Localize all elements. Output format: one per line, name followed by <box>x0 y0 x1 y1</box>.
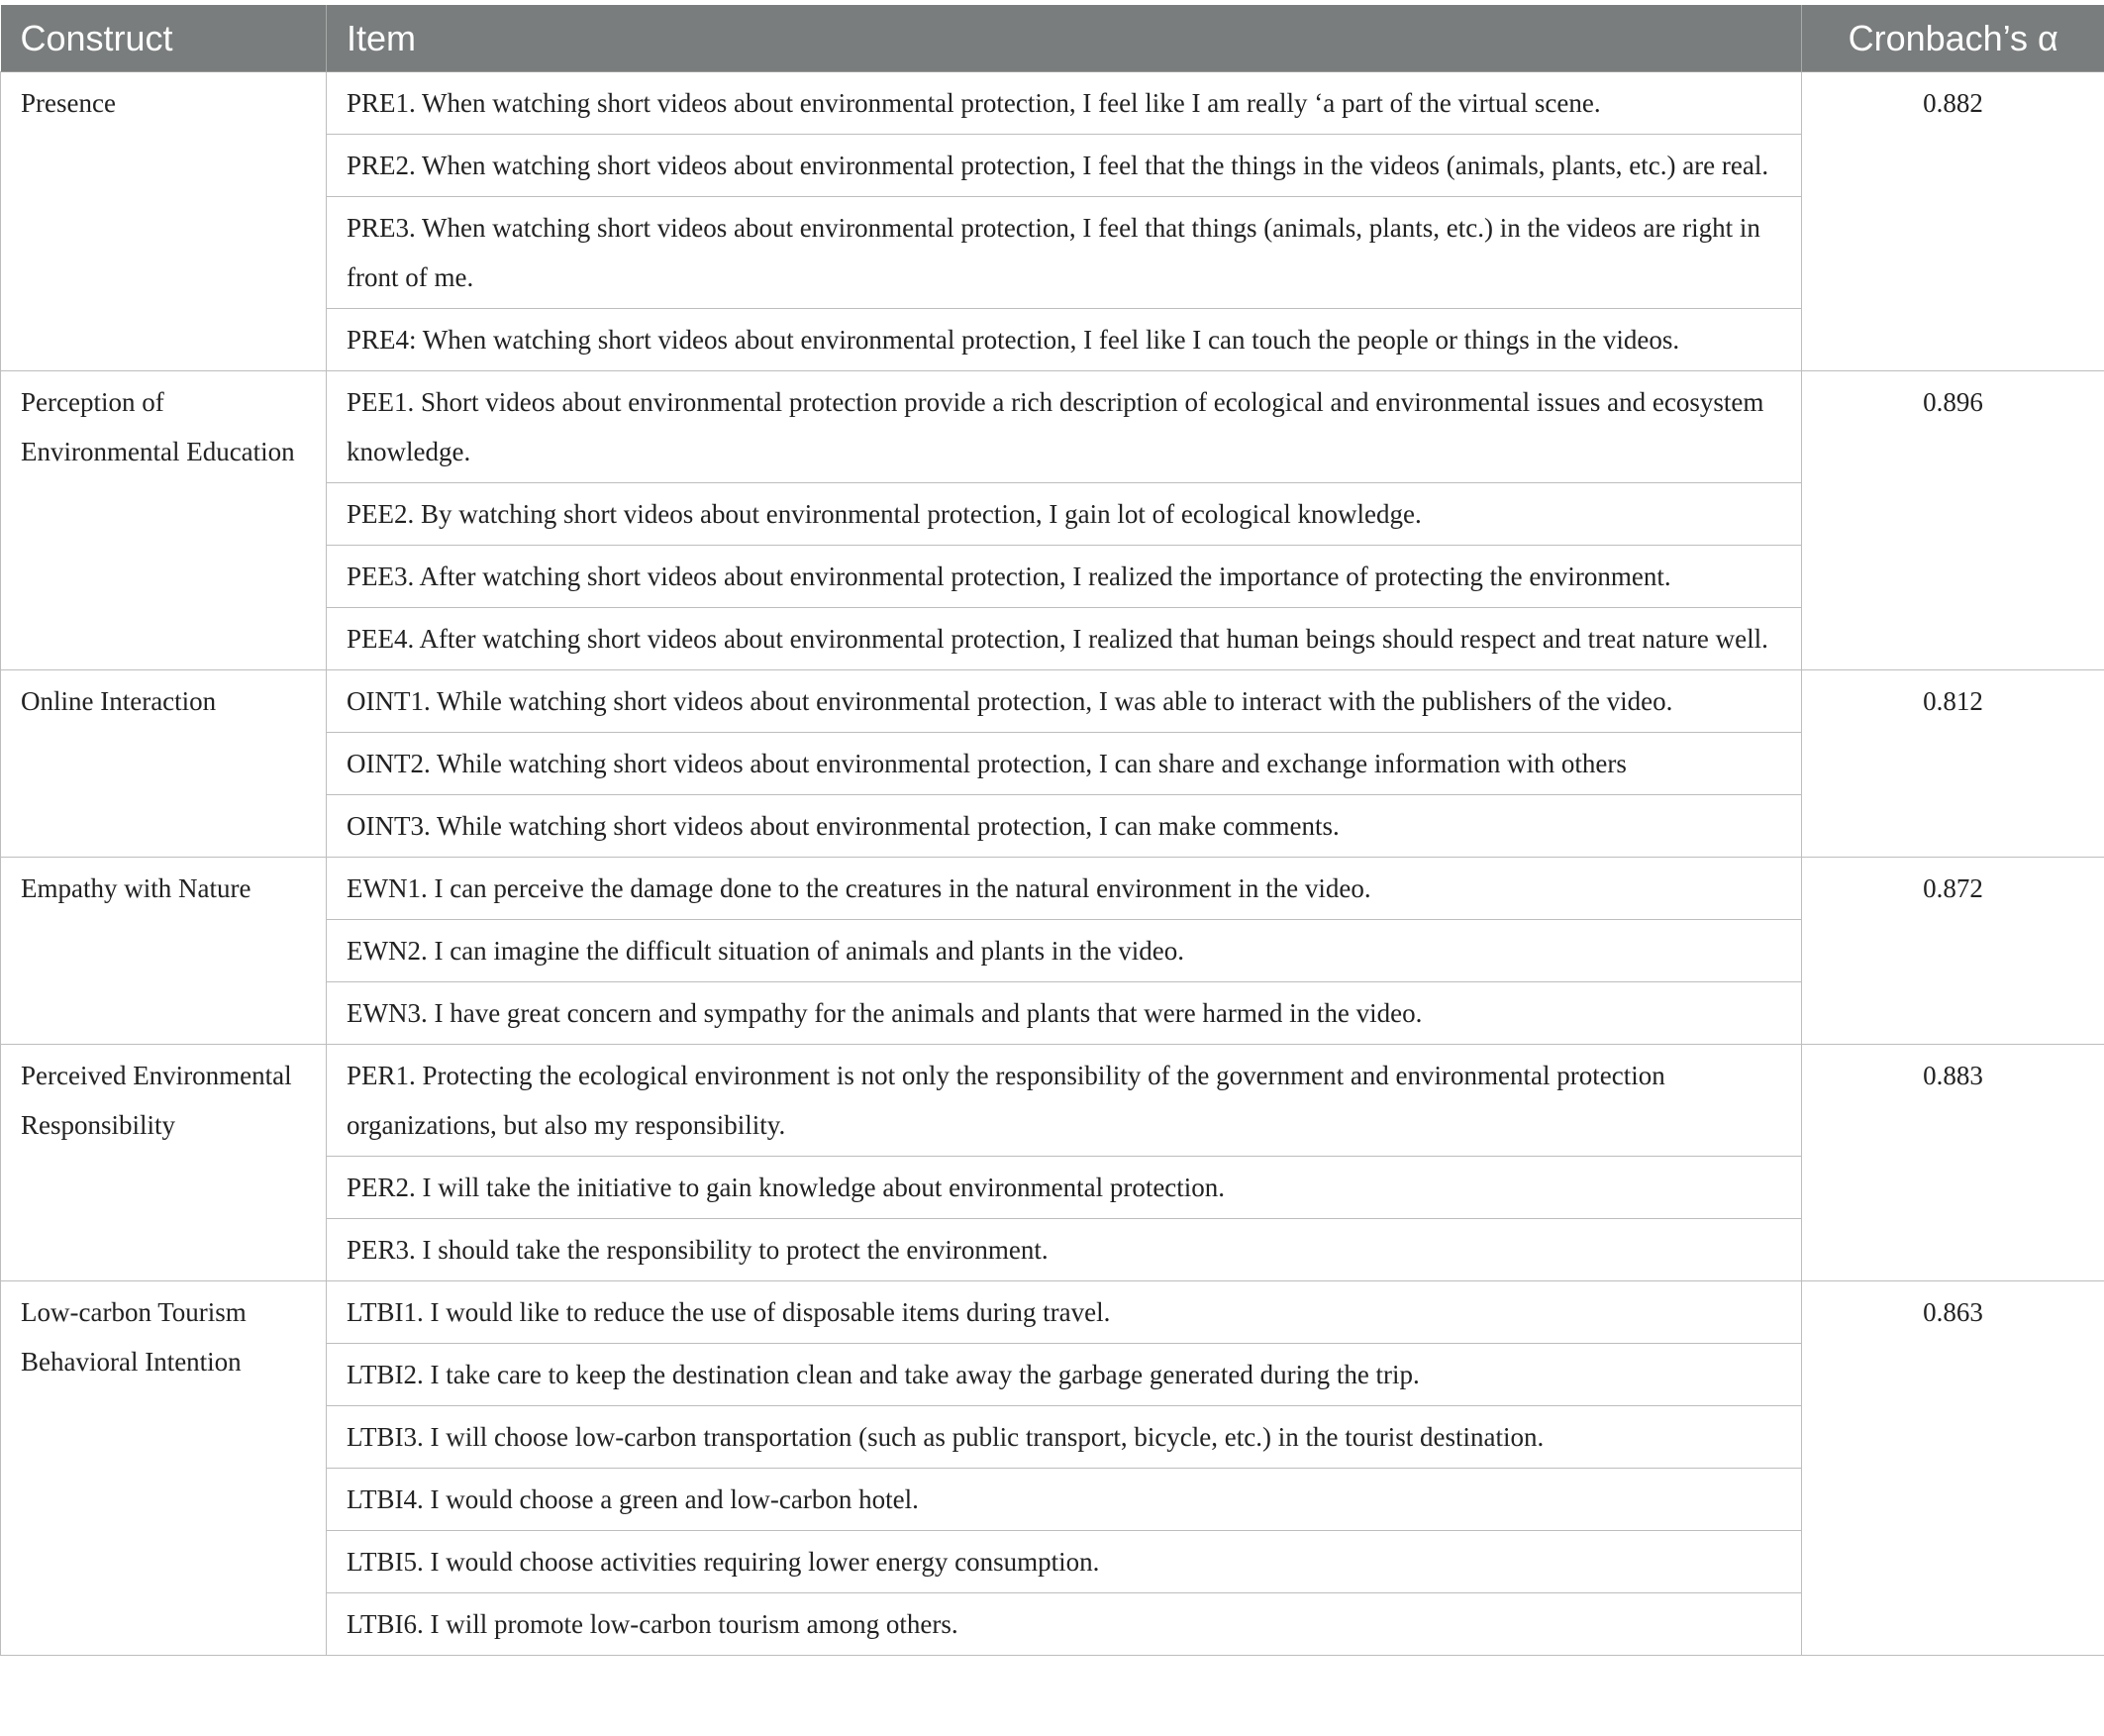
item-cell: OINT1. While watching short videos about environmental protection, I was able to interact with the publishers of the video. <box>327 670 1802 733</box>
alpha-cell: 0.882 <box>1802 72 2104 371</box>
item-cell: PEE4. After watching short videos about environmental protection, I realized that human beings should respect and treat nature well. <box>327 608 1802 670</box>
item-cell: LTBI2. I take care to keep the destination clean and take away the garbage generated during the trip. <box>327 1344 1802 1406</box>
header-row <box>1 5 2104 72</box>
item-cell: LTBI1. I would like to reduce the use of disposable items during travel. <box>327 1281 1802 1344</box>
alpha-cell: 0.812 <box>1802 670 2104 858</box>
item-cell: PEE2. By watching short videos about environmental protection, I gain lot of ecological knowledge. <box>327 483 1802 546</box>
item-cell: LTBI3. I will choose low-carbon transportation (such as public transport, bicycle, etc.) in the tourist destination. <box>327 1406 1802 1469</box>
alpha-cell: 0.896 <box>1802 371 2104 670</box>
construct-cell: Perceived Environmental Responsibility <box>1 1045 327 1281</box>
item-cell: EWN3. I have great concern and sympathy for the animals and plants that were harmed in the video. <box>327 982 1802 1045</box>
construct-cell: Perception of Environmental Education <box>1 371 327 670</box>
alpha-cell: 0.883 <box>1802 1045 2104 1281</box>
header-alpha: Cronbach’s α <box>1802 5 2104 72</box>
item-cell: PRE2. When watching short videos about environmental protection, I feel that the things in the videos (animals, plants, etc.) are real. <box>327 135 1802 197</box>
constructs-table <box>0 5 2104 1656</box>
table-row <box>1 858 2104 920</box>
item-cell: PER3. I should take the responsibility to protect the environment. <box>327 1219 1802 1281</box>
item-cell: PEE3. After watching short videos about environmental protection, I realized the importance of protecting the environment. <box>327 546 1802 608</box>
item-cell: LTBI5. I would choose activities requiring lower energy consumption. <box>327 1531 1802 1593</box>
item-cell: OINT3. While watching short videos about environmental protection, I can make comments. <box>327 795 1802 858</box>
table-row <box>1 670 2104 733</box>
header-item: Item <box>327 5 1802 72</box>
table-row <box>1 371 2104 483</box>
table-row <box>1 72 2104 135</box>
construct-cell: Presence <box>1 72 327 371</box>
item-cell: LTBI6. I will promote low-carbon tourism among others. <box>327 1593 1802 1656</box>
item-cell: PRE3. When watching short videos about environmental protection, I feel that things (animals, plants, etc.) in the videos are right in front of me. <box>327 197 1802 309</box>
table-row <box>1 1045 2104 1157</box>
construct-cell: Low-carbon Tourism Behavioral Intention <box>1 1281 327 1656</box>
item-cell: LTBI4. I would choose a green and low-carbon hotel. <box>327 1469 1802 1531</box>
item-cell: PER1. Protecting the ecological environment is not only the responsibility of the government and environmental protection organizations, but also my responsibility. <box>327 1045 1802 1157</box>
item-cell: PER2. I will take the initiative to gain knowledge about environmental protection. <box>327 1157 1802 1219</box>
table-body <box>1 72 2104 1656</box>
item-cell: PRE4: When watching short videos about environmental protection, I feel like I can touch the people or things in the videos. <box>327 309 1802 371</box>
construct-cell: Empathy with Nature <box>1 858 327 1045</box>
header-construct: Construct <box>1 5 327 72</box>
construct-cell: Online Interaction <box>1 670 327 858</box>
alpha-cell: 0.863 <box>1802 1281 2104 1656</box>
item-cell: PEE1. Short videos about environmental protection provide a rich description of ecological and environmental issues and ecosystem knowledge. <box>327 371 1802 483</box>
alpha-cell: 0.872 <box>1802 858 2104 1045</box>
item-cell: OINT2. While watching short videos about environmental protection, I can share and exchange information with others <box>327 733 1802 795</box>
item-cell: PRE1. When watching short videos about environmental protection, I feel like I am really ‘a part of the virtual scene. <box>327 72 1802 135</box>
item-cell: EWN1. I can perceive the damage done to the creatures in the natural environment in the video. <box>327 858 1802 920</box>
table-header <box>1 5 2104 72</box>
table-row <box>1 1281 2104 1344</box>
item-cell: EWN2. I can imagine the difficult situation of animals and plants in the video. <box>327 920 1802 982</box>
